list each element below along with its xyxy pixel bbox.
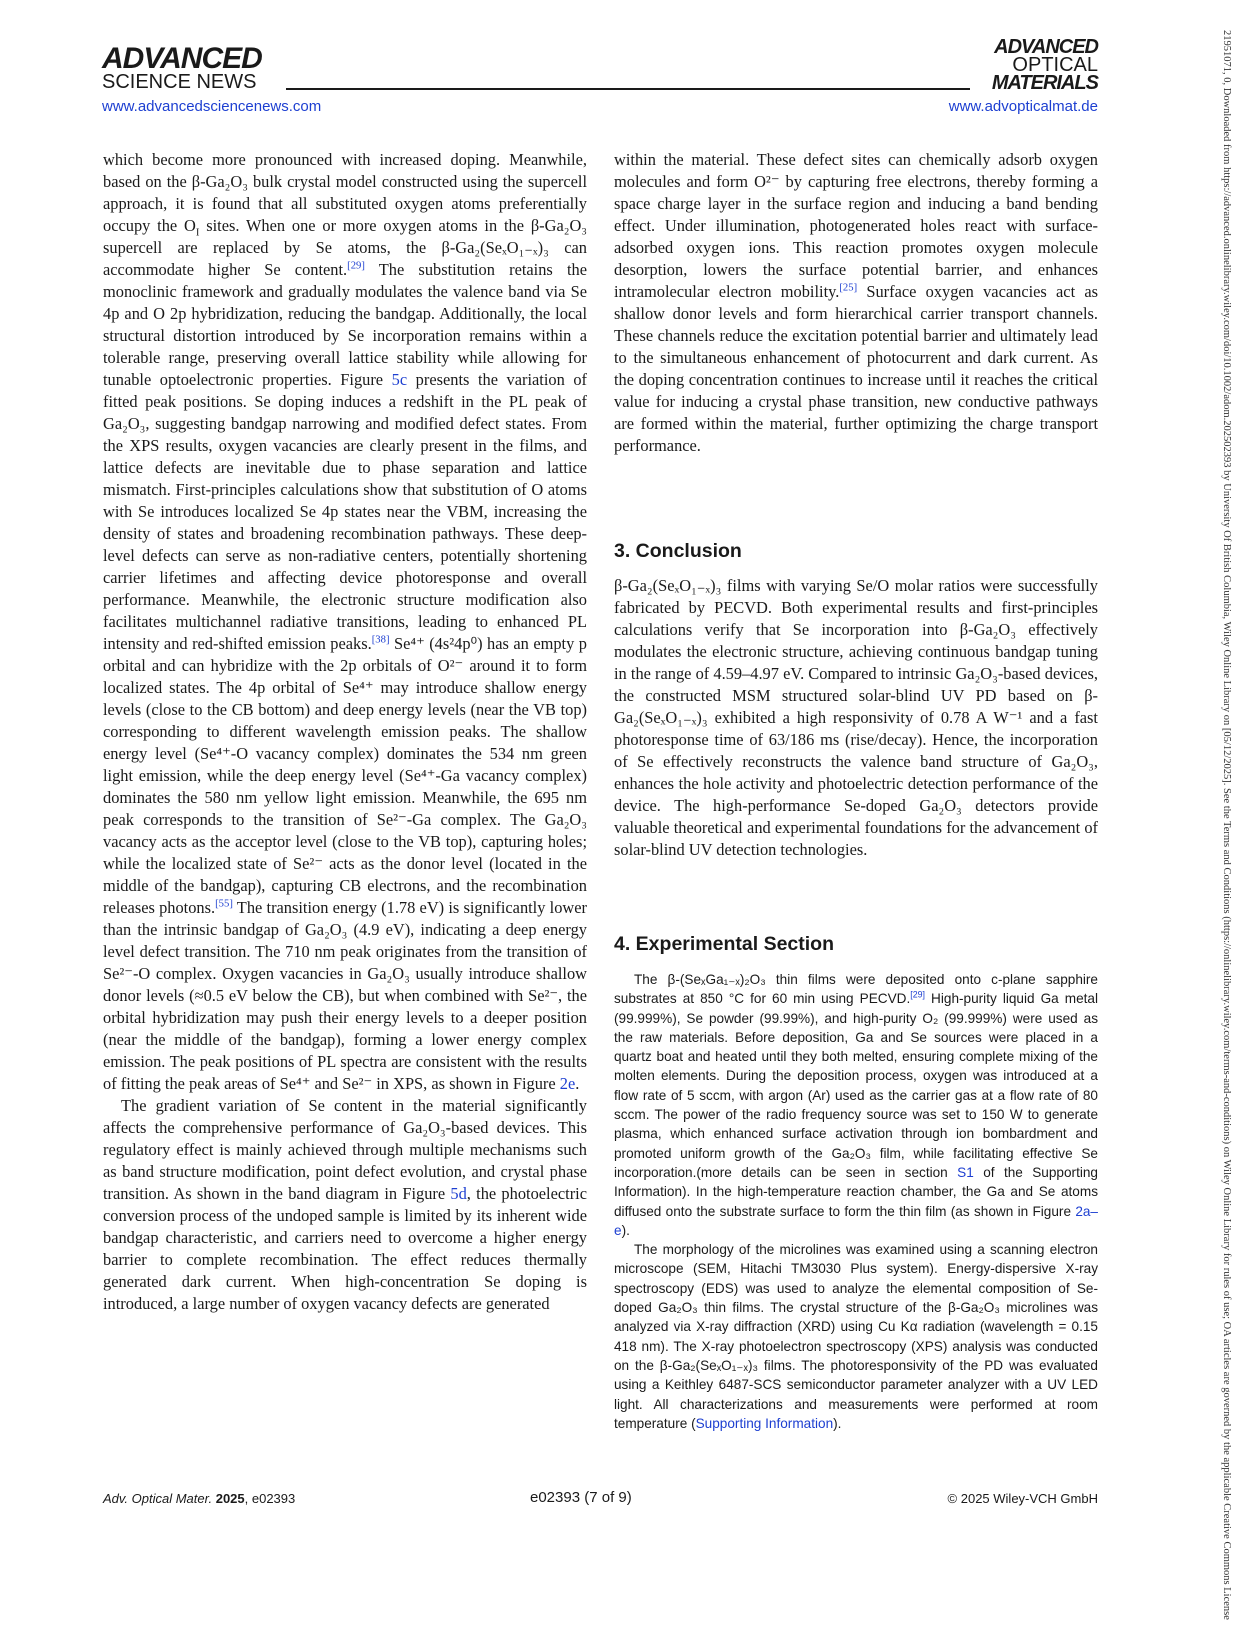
subscript: I xyxy=(195,227,200,239)
conclusion-paragraph: β-Ga₂(SeₓO₁₋ₓ)₃ films with varying Se/O molar ratios were successfully fabricated by PECVD. Both experimental results and first-principles calculations verify that Se incorporation into β-Ga₂O₃ effectively modulates the electronic structure, achieving continuous bandgap tuning in the range of 4.59–4.97 eV. Compared to intrinsic Ga₂O₃-based devices, the constructed MSM structured solar-blind UV PD based on β-Ga₂(SeₓO₁₋ₓ)₃ exhibited a high responsivity of 0.78 A W⁻¹ and a fast photoresponse time of 63/186 ms (rise/decay). Hence, the incorporation of Se effectively reconstructs the valence band structure of Ga₂O₃, enhances the hole activity and photoelectric detection performance of the device. The high-performance Se-doped Ga₂O₃ detectors provide valuable theoretical and experimental foundations for the advancement of solar-blind UV detection technologies. xyxy=(614,576,1098,859)
body-paragraph xyxy=(103,149,587,1095)
citation-link[interactable]: [29] xyxy=(910,989,926,1000)
body-paragraph xyxy=(614,970,1098,1240)
logo-science-news-text: SCIENCE NEWS xyxy=(102,71,257,93)
text-run: Surface oxygen vacancies act as shallow donor levels and form hierarchical carrier transport channels. These channels reduce the excitation potential barrier and ultimately lead to the simultaneous enhancement of photocurrent and dark current. As the doping concentration continues to increase until it reaches the critical value for inducing a crystal phase transition, new conductive pathways are formed within the material, further optimizing the charge transport performance. xyxy=(614,282,1098,455)
text-run: bulk crystal model constructed using the supercell approach, it is found that all substituted oxygen atoms preferentially occupy the O xyxy=(103,172,587,235)
body-paragraph xyxy=(614,149,1098,457)
citation-link[interactable]: [38] xyxy=(371,634,390,646)
supporting-section-link[interactable]: S1 xyxy=(957,1164,974,1180)
journal-name: Adv. Optical Mater. xyxy=(103,1491,213,1506)
text-run: β-Ga₂O₃ xyxy=(191,172,248,191)
citation-link[interactable]: [55] xyxy=(215,898,233,910)
journal-logo-right xyxy=(992,38,1098,92)
figure-link-5c[interactable]: 5c xyxy=(391,370,408,389)
text-run: . xyxy=(575,1074,580,1093)
text-run: ). xyxy=(621,1222,630,1238)
logo-materials: MATERIALS xyxy=(991,72,1098,94)
publisher-url-link[interactable]: www.advancedsciencenews.com xyxy=(102,98,322,115)
copyright: © 2025 Wiley-VCH GmbH xyxy=(947,1491,1098,1506)
journal-logo-left xyxy=(102,42,262,93)
supporting-information-link[interactable]: Supporting Information xyxy=(695,1415,834,1431)
text-run: The β-(SeₓGa₁₋ₓ)₂O₃ thin films were deposited onto c-plane sapphire substrates at 850 °C for 60 min using PECVD. xyxy=(614,972,1098,1007)
citation-link[interactable]: [25] xyxy=(839,282,858,294)
download-watermark: 21951071, 0, Downloaded from https://advanced.onlinelibrary.wiley.com/doi/10.1002/adom.202502393 by University Of British Columbia, Wiley Online Library on [05/12/2025]. See the Terms and Conditions (https://onlinelibrary.wiley.com/terms-and-conditions) on Wiley Online Library for rules of use; OA articles are governed by the applicable Creative Commons License xyxy=(1221,30,1232,1620)
text-run: , the photoelectric conversion process of the undoped sample is limited by its inherent wide bandgap characteristic, and carriers need to overcome a higher energy barrier to complete recombination. The effect reduces thermally generated dark current. When high-concentration Se doping is introduced, a large number of oxygen vacancy defects are generated xyxy=(103,1184,587,1313)
body-paragraph xyxy=(614,1240,1098,1433)
text-run: within the material. These defect sites can chemically adsorb oxygen molecules and form O²⁻ by capturing free electrons, thereby forming a space charge layer in the surface region and inducing a band bending effect. Under illumination, photogenerated holes react with surface-adsorbed oxygen ions. This reaction promotes oxygen molecule desorption, lowers the surface potential barrier, and enhances intramolecular electron mobility. xyxy=(614,150,1098,301)
figure-link-5d[interactable]: 5d xyxy=(450,1184,467,1203)
text-run: The transition energy (1.78 eV) is significantly lower than the intrinsic bandgap of Ga₂O₃ (4.9 eV), indicating a deep energy level defect transition. The 710 nm peak originates from the transition of Se²⁻-O complex. Oxygen vacancies in Ga₂O₃ usually introduce shallow donor levels (≈0.5 eV below the CB), but when combined with Se²⁻, the orbital hybridization may push their energy levels to a deeper position (near the middle of the bandgap), forming a lower energy complex emission. The peak positions of PL spectra are consistent with the results of fitting the peak areas of Se⁴⁺ and Se²⁻ in XPS, as shown in Figure xyxy=(103,898,587,1093)
text-run: sites. When one or more oxygen atoms in the β-Ga₂O₃ supercell are replaced by Se atoms, the β-Ga₂(SeₓO₁₋ₓ)₃ can accommodate higher Se content. xyxy=(103,216,587,279)
body-paragraph xyxy=(103,1095,587,1315)
text-run: presents the variation of fitted peak positions. Se doping induces a redshift in the PL peak of Ga₂O₃, suggesting bandgap narrowing and modified defect states. From the XPS results, oxygen vacancies are clearly present in the films, and lattice defects are inevitable due to phase separation and lattice mismatch. First-principles calculations show that substitution of O atoms with Se introduces localized Se 4p states near the VBM, increasing the density of states and broadening recombination pathways. These deep-level defects can serve as non-radiative centers, potentially shortening carrier lifetimes and affecting device photoresponse and overall performance. Meanwhile, the electronic structure modification also facilitates multichannel radiative transitions, leading to enhanced PL intensity and red-shifted emission peaks. xyxy=(103,370,587,653)
right-column xyxy=(614,149,1098,457)
logo-advanced: ADVANCED xyxy=(994,36,1098,58)
text-run: The substitution retains the monoclinic framework and gradually modulates the valence band via Se 4p and O 2p hybridization, reducing the bandgap. Additionally, the local structural distortion introduced by Se incorporation remains within a tolerable range, preserving overall lattice stability while allowing for tunable optoelectronic properties. Figure xyxy=(103,260,587,389)
logo-optical: OPTICAL xyxy=(1012,54,1098,76)
section-heading-experimental: 4. Experimental Section xyxy=(614,933,834,955)
text-run: of the Supporting Information). In the high-temperature reaction chamber, the Ga and Se atoms diffused onto the substrate surface to form the thin film (as shown in Figure xyxy=(614,1164,1098,1219)
section-heading-conclusion: 3. Conclusion xyxy=(614,540,742,562)
journal-year: 2025 xyxy=(215,1491,245,1506)
page-number: e02393 (7 of 9) xyxy=(530,1489,632,1506)
left-column xyxy=(103,149,587,1315)
logo-advanced-text: ADVANCED xyxy=(102,42,262,75)
footer-citation xyxy=(103,1491,295,1506)
figure-link-2a-e[interactable]: 2a–e xyxy=(614,1203,1098,1238)
header-rule xyxy=(286,88,970,90)
text-run: The morphology of the microlines was examined using a scanning electron microscope (SEM, Hitachi TM3030 Plus system). Energy-dispersive X-ray spectroscopy (EDS) was used to analyze the elemental composition of Se-doped Ga₂O₃ thin films. The crystal structure of the β-Ga₂O₃ microlines was analyzed via X-ray diffraction (XRD) using Cu Kα radiation (wavelength = 0.15 418 nm). The X-ray photoelectron spectroscopy (XPS) analysis was conducted on the β-Ga₂(SeₓO₁₋ₓ)₃ films. The photoresponsivity of the PD was evaluated using a Keithley 6487-SCS semiconductor parameter analyzer with a UV LED light. All characterizations and measurements were performed at room temperature ( xyxy=(614,1242,1098,1431)
figure-link-2e[interactable]: 2e xyxy=(559,1074,576,1093)
article-number: , e02393 xyxy=(244,1491,296,1506)
text-run: Se⁴⁺ (4s²4p⁰) has an empty p orbital and can hybridize with the 2p orbitals of O²⁻ around it to form localized states. The 4p orbital of Se⁴⁺ may introduce shallow energy levels (close to the CB bottom) and deep energy levels (near the VB top) corresponding to different wavelength emission peaks. The shallow energy level (Se⁴⁺-O vacancy complex) dominates the 534 nm green light emission, while the deep energy level (Se⁴⁺-Ga vacancy complex) dominates the 580 nm yellow light emission. Meanwhile, the 695 nm peak corresponds to the transition of Se²⁻-Ga complex. The Ga₂O₃ vacancy acts as the acceptor level (close to the VB top), capturing holes; while the localized state of Se²⁻ acts as the donor level (located in the middle of the bandgap), capturing CB electrons, and the recombination releases photons. xyxy=(103,634,587,917)
text-run: The gradient variation of Se content in the material significantly affects the comprehensive performance of Ga₂O₃-based devices. This regulatory effect is mainly achieved through multiple mechanisms such as band structure modification, point defect evolution, and crystal phase transition. As shown in the band diagram in Figure xyxy=(103,1096,587,1203)
journal-url-link[interactable]: www.advopticalmat.de xyxy=(948,98,1098,115)
experimental-body xyxy=(614,970,1098,1433)
text-run: High-purity liquid Ga metal (99.999%), Se powder (99.99%), and high-purity O₂ (99.999%) were used as the raw materials. Before deposition, Ga and Se sources were placed in a quartz boat and heated until they both melted, ensuring complete mixing of the molten elements. During the deposition process, oxygen was introduced at a flow rate of 5 sccm, with argon (Ar) used as the carrier gas at a flow rate of 80 sccm. The power of the radio frequency source was set to 150 W to generate plasma, which enhanced surface activation through ion bombardment and promoted uniform growth of the Ga₂O₃ film, while facilitating effective Se incorporation.(more details can be seen in section xyxy=(614,991,1099,1180)
citation-link[interactable]: [29] xyxy=(347,260,365,272)
text-run: which become more pronounced with increased doping. Meanwhile, based on the xyxy=(103,150,587,191)
text-run: ). xyxy=(833,1415,842,1431)
